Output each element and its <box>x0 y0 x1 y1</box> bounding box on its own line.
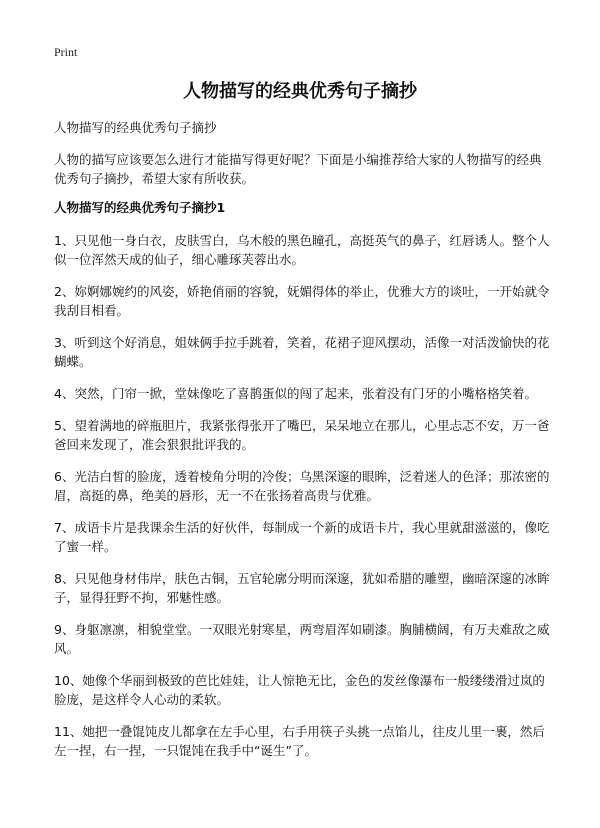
list-item: 1、只见他一身白衣，皮肤雪白，乌木般的黑色瞳孔，高挺英气的鼻子，红唇诱人。整个人似一位浑然天成的仙子，细心雕琢芙蓉出水。 <box>54 233 550 267</box>
list-item: 10、她像个华丽到极致的芭比娃娃，让人惊艳无比，金色的发丝像瀑布一般缕缕滑过岚的脸庞，是这样令人心动的柔软。 <box>54 673 545 707</box>
print-link[interactable]: Print <box>54 45 78 59</box>
page-title: 人物描写的经典优秀句子摘抄 <box>183 81 417 102</box>
list-item: 7、成语卡片是我课余生活的好伙伴，每制成一个新的成语卡片，我心里就甜滋滋的，像吃了蜜一样。 <box>54 520 550 554</box>
list-item: 6、光洁白皙的脸庞，透着棱角分明的冷俊；乌黑深邃的眼眸，泛着迷人的色泽；那浓密的眉，高挺的鼻，绝美的唇形，无一不在张扬着高贵与优雅。 <box>54 469 550 503</box>
list-item: 4、突然，门帘一掀，堂妹像吃了喜鹊蛋似的闯了起来，张着没有门牙的小嘴格格笑着。 <box>54 386 537 401</box>
intro-paragraph: 人物的描写应该要怎么进行才能描写得更好呢？下面是小编推荐给大家的人物描写的经典优秀句子摘抄，希望大家有所收获。 <box>54 152 542 186</box>
section-heading: 人物描写的经典优秀句子摘抄1 <box>54 200 226 215</box>
article-subtitle: 人物描写的经典优秀句子摘抄 <box>54 120 217 135</box>
sentence-list <box>54 231 550 773</box>
list-item: 3、听到这个好消息，姐妹俩手拉手跳着，笑着，花裙子迎风摆动，活像一对活泼愉快的花蝴蝶。 <box>54 335 550 369</box>
list-item: 11、她把一叠馄饨皮儿都拿在左手心里，右手用筷子头挑一点馅儿，往皮儿里一裹，然后左一捏，右一捏，一只馄饨在我手中“诞生”了。 <box>54 724 545 758</box>
list-item: 2、妳婀娜婉约的风姿，娇艳俏丽的容貌，妩媚得体的举止，优雅大方的谈吐，一开始就令我刮目相看。 <box>54 284 550 318</box>
list-item: 8、只见他身材伟岸，肤色古铜，五官轮廓分明而深邃，犹如希腊的雕塑，幽暗深邃的冰眸子，显得狂野不拘，邪魅性感。 <box>54 571 550 605</box>
list-item: 5、望着满地的碎瓶胆片，我紧张得张开了嘴巴，呆呆地立在那儿，心里忐忑不安，万一爸爸回来发现了，准会狠狠批评我的。 <box>54 418 550 452</box>
list-item: 9、身躯凛凛，相貌堂堂。一双眼光射寒星，两弯眉浑如刷漆。胸脯横阔，有万夫难敌之威风。 <box>54 622 550 656</box>
